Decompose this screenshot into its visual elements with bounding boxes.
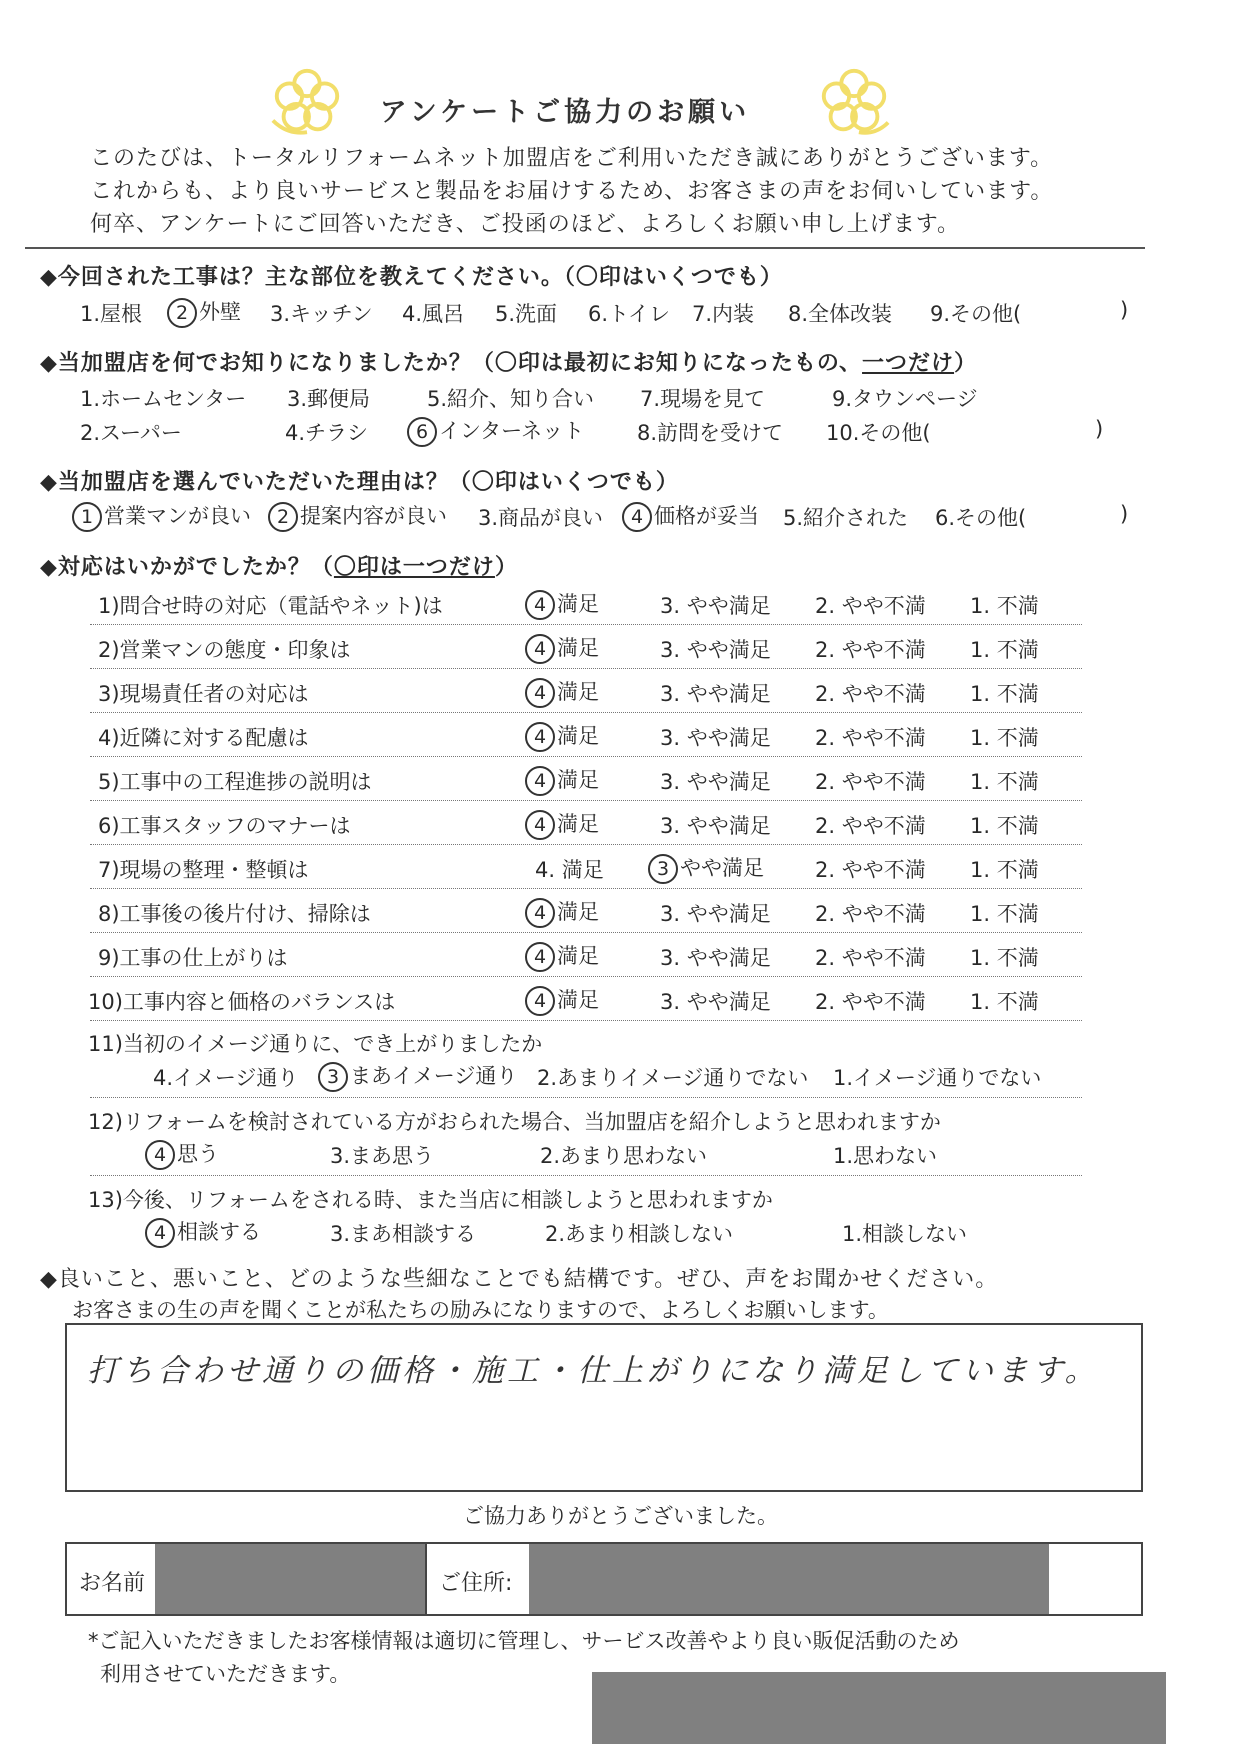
selection-circle: 4 [525,634,555,664]
q3-option[interactable]: 6.その他( [935,506,1027,530]
q5-subheading: お客さまの生の声を聞くことが私たちの励みになりますので、よろしくお願いします。 [72,1298,889,1322]
q3-heading: ◆当加盟店を選んでいただいた理由は？（〇印はいくつでも） [40,470,679,495]
rating-option[interactable]: 2. やや不満 [815,638,926,662]
selection-circle: 4 [525,766,555,796]
row-divider [90,756,1082,757]
q2-option[interactable]: 8.訪問を受けて [637,421,784,445]
row-divider [90,712,1082,713]
rating-question: 2)営業マンの態度・印象は [98,638,351,662]
rating-question: 8)工事後の後片付け、掃除は [98,902,371,926]
q1-option[interactable]: 3.キッチン [270,302,373,326]
q4-heading-underlined: 〇印は一つだけ [333,555,495,580]
rating-selected[interactable] [525,720,599,752]
rating-option[interactable]: 2. やや不満 [815,990,926,1014]
rating-selected[interactable] [525,808,599,840]
rating-question: 7)現場の整理・整頓は [98,858,309,882]
comment-text: 打ち合わせ通りの価格・施工・仕上がりになり満足しています。 [87,1353,1100,1389]
rating-question: 3)現場責任者の対応は [98,682,309,706]
q12-question: 12)リフォームを検討されている方がおられた場合、当加盟店を紹介しようと思われますか [88,1110,941,1134]
rating-option[interactable]: 1. 不満 [970,594,1039,618]
row-divider [90,1175,1082,1176]
q13-option[interactable]: 3.まあ相談する [330,1222,477,1246]
row-divider [90,1020,1082,1021]
rating-option[interactable]: 3. やや満足 [660,770,771,794]
option-label: まあイメージ通り [350,1064,518,1088]
q13-option[interactable]: 2.あまり相談しない [545,1222,734,1246]
name-redaction [155,1544,425,1614]
selection-circle: 4 [525,590,555,620]
q3-option-selected[interactable] [622,500,759,532]
rating-selected[interactable] [525,588,599,620]
selection-circle: 6 [407,417,437,447]
page-title: アンケートご協力のお願い [379,97,751,128]
contact-divider [425,1544,427,1614]
rating-option[interactable]: 1. 不満 [970,990,1039,1014]
rating-selected[interactable] [648,852,764,884]
rating-option[interactable]: 1. 不満 [970,638,1039,662]
row-divider [90,976,1082,977]
rating-question: 5)工事中の工程進捗の説明は [98,770,372,794]
q12-option[interactable]: 1.思わない [833,1144,938,1168]
q3-option[interactable]: 3.商品が良い [478,506,604,530]
rating-selected[interactable] [525,632,599,664]
rating-option[interactable]: 2. やや不満 [815,814,926,838]
option-label: 満足 [557,592,599,616]
row-divider [90,624,1082,625]
q1-heading: ◆今回された工事は？主な部位を教えてください。（〇印はいくつでも） [40,265,783,290]
q5-heading: ◆良いこと、悪いこと、どのような些細なことでも結構です。ぜひ、声をお聞かせください。 [40,1267,999,1292]
rating-selected[interactable] [525,676,599,708]
rating-question: 6)工事スタッフのマナーは [98,814,351,838]
q1-option[interactable]: 9.その他( [930,302,1022,326]
selection-circle: 1 [72,502,102,532]
rating-option[interactable]: 1. 不満 [970,814,1039,838]
option-label: 満足 [557,636,599,660]
row-divider [90,800,1082,801]
rating-option[interactable]: 2. やや不満 [815,682,926,706]
q1-close-paren: ) [1120,298,1129,322]
q12-option[interactable]: 3.まあ思う [330,1144,435,1168]
footer-redaction [592,1672,1166,1744]
q13-option-selected[interactable] [145,1216,261,1248]
rating-option[interactable]: 3. やや満足 [660,638,771,662]
q2-heading-underlined: 一つだけ [862,351,955,376]
rating-option[interactable]: 3. やや満足 [660,594,771,618]
rating-option[interactable]: 1. 不満 [970,770,1039,794]
q1-option[interactable]: 7.内装 [692,302,755,326]
rating-option[interactable]: 1. 不満 [970,682,1039,706]
option-label: 外壁 [199,300,241,324]
q2-heading-text: ◆当加盟店を何でお知りになりましたか？（〇印は最初にお知りになったもの、 [40,351,863,376]
q11-option[interactable]: 4.イメージ通り [153,1066,299,1090]
q3-option-selected[interactable] [268,500,447,532]
option-label: 価格が妥当 [654,504,759,528]
rating-option[interactable]: 2. やや不満 [815,770,926,794]
divider [25,247,1145,249]
option-label: インターネット [439,419,585,443]
q1-option[interactable]: 4.風呂 [402,302,465,326]
q2-option[interactable]: 9.タウンページ [832,387,978,411]
q2-option-selected[interactable] [407,415,584,447]
rating-option[interactable]: 2. やや不満 [815,858,926,882]
q1-option[interactable]: 8.全体改装 [788,302,893,326]
q13-option[interactable]: 1.相談しない [842,1222,968,1246]
selection-circle: 3 [648,854,678,884]
contact-box [65,1542,1143,1616]
row-divider [90,844,1082,845]
rating-option[interactable]: 3. やや満足 [660,990,771,1014]
intro-text [90,142,1053,241]
q2-option[interactable]: 2.スーパー [80,421,182,445]
q3-option-selected[interactable] [72,500,251,532]
rating-question: 1)問合せ時の対応（電話やネット)は [98,594,443,618]
option-label: 満足 [557,988,599,1012]
selection-circle: 4 [525,942,555,972]
option-label: 提案内容が良い [300,504,447,528]
rating-option[interactable]: 3. やや満足 [660,902,771,926]
selection-circle: 4 [525,810,555,840]
name-label: お名前 [79,1571,146,1596]
q2-option[interactable]: 5.紹介、知り合い [427,387,595,411]
q2-close-paren: ) [1095,417,1104,441]
rating-selected[interactable] [525,984,599,1016]
comment-box[interactable] [65,1323,1143,1492]
rating-option[interactable]: 3. やや満足 [660,682,771,706]
row-divider [90,668,1082,669]
selection-circle: 3 [318,1062,348,1092]
rating-option[interactable]: 4. 満足 [535,858,604,882]
option-label: やや満足 [680,856,764,880]
rating-question: 9)工事の仕上がりは [98,946,288,970]
option-label: 満足 [557,900,599,924]
rating-option[interactable]: 3. やや満足 [660,946,771,970]
option-label: 満足 [557,768,599,792]
rating-question: 10)工事内容と価格のバランスは [88,990,396,1014]
rating-selected[interactable] [525,764,599,796]
selection-circle: 4 [525,678,555,708]
q4-heading-text: ◆対応はいかがでしたか？（ [40,555,334,580]
rating-question: 4)近隣に対する配慮は [98,726,309,750]
q1-option-selected[interactable] [167,296,241,328]
q11-option-selected[interactable] [318,1060,517,1092]
rating-selected[interactable] [525,940,599,972]
row-divider [90,932,1082,933]
q1-option[interactable]: 6.トイレ [588,302,670,326]
selection-circle: 4 [145,1218,175,1248]
q2-heading [40,346,977,377]
intro-line: このたびは、トータルリフォームネット加盟店をご利用いただき誠にありがとうございます。 [90,146,1054,171]
address-redaction [529,1544,1049,1614]
intro-line: これからも、より良いサービスと製品をお届けするため、お客さまの声をお伺いしています。 [90,179,1054,204]
thanks-text: ご協力ありがとうございました。 [463,1504,778,1528]
row-divider [90,888,1082,889]
q2-option[interactable]: 4.チラシ [285,421,369,445]
q1-option[interactable]: 5.洗面 [495,302,558,326]
q2-option[interactable]: 1.ホームセンター [80,387,247,411]
q3-close-paren: ) [1120,502,1129,526]
row-divider [90,1097,1082,1098]
q13-question: 13)今後、リフォームをされる時、また当店に相談しようと思われますか [88,1188,773,1212]
rating-option[interactable]: 1. 不満 [970,946,1039,970]
rating-option[interactable]: 1. 不満 [970,726,1039,750]
option-label: 満足 [557,812,599,836]
q4-heading [40,550,518,581]
option-label: 営業マンが良い [104,504,251,528]
q11-option[interactable]: 2.あまりイメージ通りでない [537,1066,809,1090]
rating-option[interactable]: 2. やや不満 [815,594,926,618]
option-label: 満足 [557,724,599,748]
q2-option[interactable]: 7.現場を見て [640,387,766,411]
rating-option[interactable]: 2. やや不満 [815,946,926,970]
selection-circle: 2 [268,502,298,532]
intro-line: 何卒、アンケートにご回答いただき、ご投函のほど、よろしくお願い申し上げます。 [90,212,961,237]
option-label: 相談する [177,1220,261,1244]
option-label: 思う [177,1142,219,1166]
q2-heading-end: ） [954,351,978,376]
rating-option[interactable]: 2. やや不満 [815,726,926,750]
q12-option[interactable]: 2.あまり思わない [540,1144,708,1168]
rating-option[interactable]: 2. やや不満 [815,902,926,926]
selection-circle: 4 [525,986,555,1016]
rating-option[interactable]: 1. 不満 [970,902,1039,926]
q3-option[interactable]: 5.紹介された [783,506,909,530]
q11-question: 11)当初のイメージ通りに、でき上がりましたか [88,1032,543,1056]
rating-option[interactable]: 3. やや満足 [660,726,771,750]
q1-option[interactable]: 1.屋根 [80,302,143,326]
address-label: ご住所: [439,1571,513,1596]
q2-option[interactable]: 10.その他( [826,421,931,445]
q12-option-selected[interactable] [145,1138,219,1170]
rating-selected[interactable] [525,896,599,928]
selection-circle: 4 [622,502,652,532]
footnote-line: *ご記入いただきましたお客様情報は適切に管理し、サービス改善やより良い販促活動のため [88,1629,960,1653]
footnote-line: 利用させていただきます。 [100,1662,351,1686]
rating-option[interactable]: 1. 不満 [970,858,1039,882]
selection-circle: 4 [525,722,555,752]
q4-heading-end: ） [494,555,518,580]
selection-circle: 4 [145,1140,175,1170]
selection-circle: 2 [167,298,197,328]
option-label: 満足 [557,944,599,968]
q2-option[interactable]: 3.郵便局 [287,387,371,411]
selection-circle: 4 [525,898,555,928]
q11-option[interactable]: 1.イメージ通りでない [833,1066,1042,1090]
option-label: 満足 [557,680,599,704]
rating-option[interactable]: 3. やや満足 [660,814,771,838]
